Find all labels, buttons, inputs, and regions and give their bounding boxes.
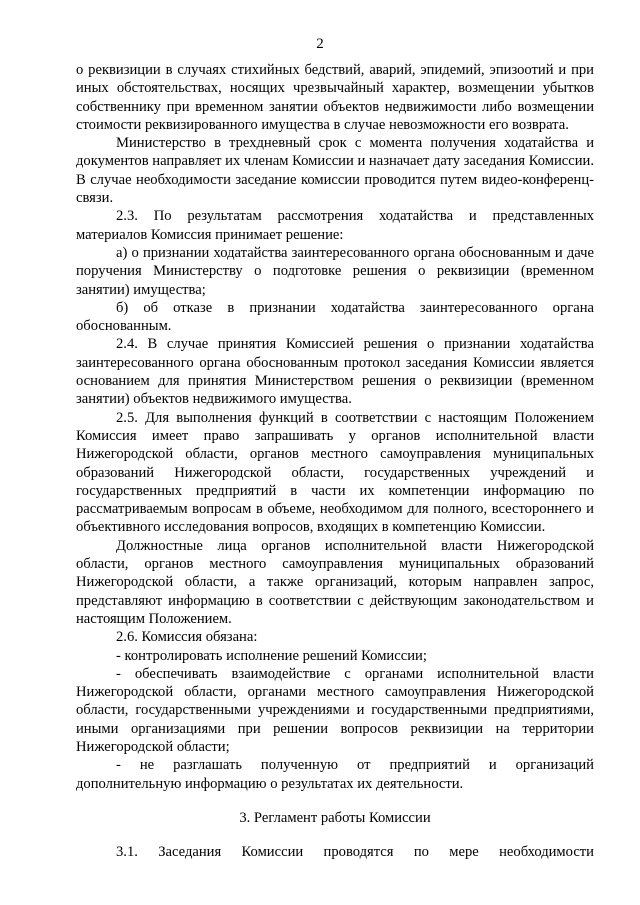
paragraph-2-6-nondisclosure: - не разглашать полученную от предприятий и организаций дополнительную информацию о результатах их деятельности.	[76, 757, 594, 792]
section-heading-3: 3. Регламент работы Комиссии	[239, 809, 431, 826]
paragraph-2-6-control: - контролировать исполнение решений Комиссии;	[116, 647, 427, 664]
paragraph-2-6-interaction: - обеспечивать взаимодействие с органами исполнительной власти Нижегородской области, органами местного самоуправления Нижегородской области, государственными учреждениями и государственными предприятиями, иными организациями при решении вопросов реквизиции на территории Нижегородской области;	[76, 665, 594, 755]
document-body	[76, 61, 594, 861]
paragraph-2-4: 2.4. В случае принятия Комиссией решения о признании ходатайства заинтересованного органа обоснованным протокол заседания Комиссии является основанием для принятия Министерством решения о реквизиции (временном занятии) объектов недвижимого имущества.	[76, 336, 594, 408]
paragraph-2-6: 2.6. Комиссия обязана:	[116, 629, 258, 646]
paragraph-requisition-continuation: о реквизиции в случаях стихийных бедствий, аварий, эпидемий, эпизоотий и при иных обстоятельствах, носящих чрезвычайный характер, возмещении убытков собственнику при временном занятии объектов недвижимости либо возмещении стоимости реквизированного имущества в случае невозможности его возврата.	[76, 62, 594, 133]
paragraph-officials: Должностные лица органов исполнительной власти Нижегородской области, органов местного самоуправления муниципальных образований Нижегородской области, а также организаций, которым направлен запрос, представляют информацию в соответствии с действующим законодательством и настоящим Положением.	[76, 537, 594, 627]
paragraph-2-5: 2.5. Для выполнения функций в соответствии с настоящим Положением Комиссия имеет право запрашивать у органов исполнительной власти Нижегородской области, органов местного самоуправления муниципальных образований Нижегородской области, государственных учреждений и государственных предприятий в части их компетенции информацию по рассматриваемым вопросам в объеме, необходимом для полного, всестороннего и объективного исследования вопросов, входящих в компетенцию Комиссии.	[76, 409, 594, 536]
paragraph-3-1: 3.1. Заседания Комиссии проводятся по мере необходимости	[116, 844, 594, 861]
paragraph-2-3: 2.3. По результатам рассмотрения ходатайства и представленных материалов Комиссия принимает решение:	[76, 208, 594, 243]
paragraph-2-3-b: б) об отказе в признании ходатайства заинтересованного органа обоснованным.	[76, 299, 594, 335]
page-number: 2	[316, 36, 324, 52]
paragraph-ministry-term: Министерство в трехдневный срок с момента получения ходатайства и документов направляет их членам Комиссии и назначает дату заседания Комиссии. В случае необходимости заседание комиссии проводится путем видео-конференц-связи.	[76, 135, 594, 207]
paragraph-2-3-a: а) о признании ходатайства заинтересованного органа обоснованным и даче поручения Министерству о подготовке решения о реквизиции (временном занятии) имущества;	[76, 244, 594, 298]
